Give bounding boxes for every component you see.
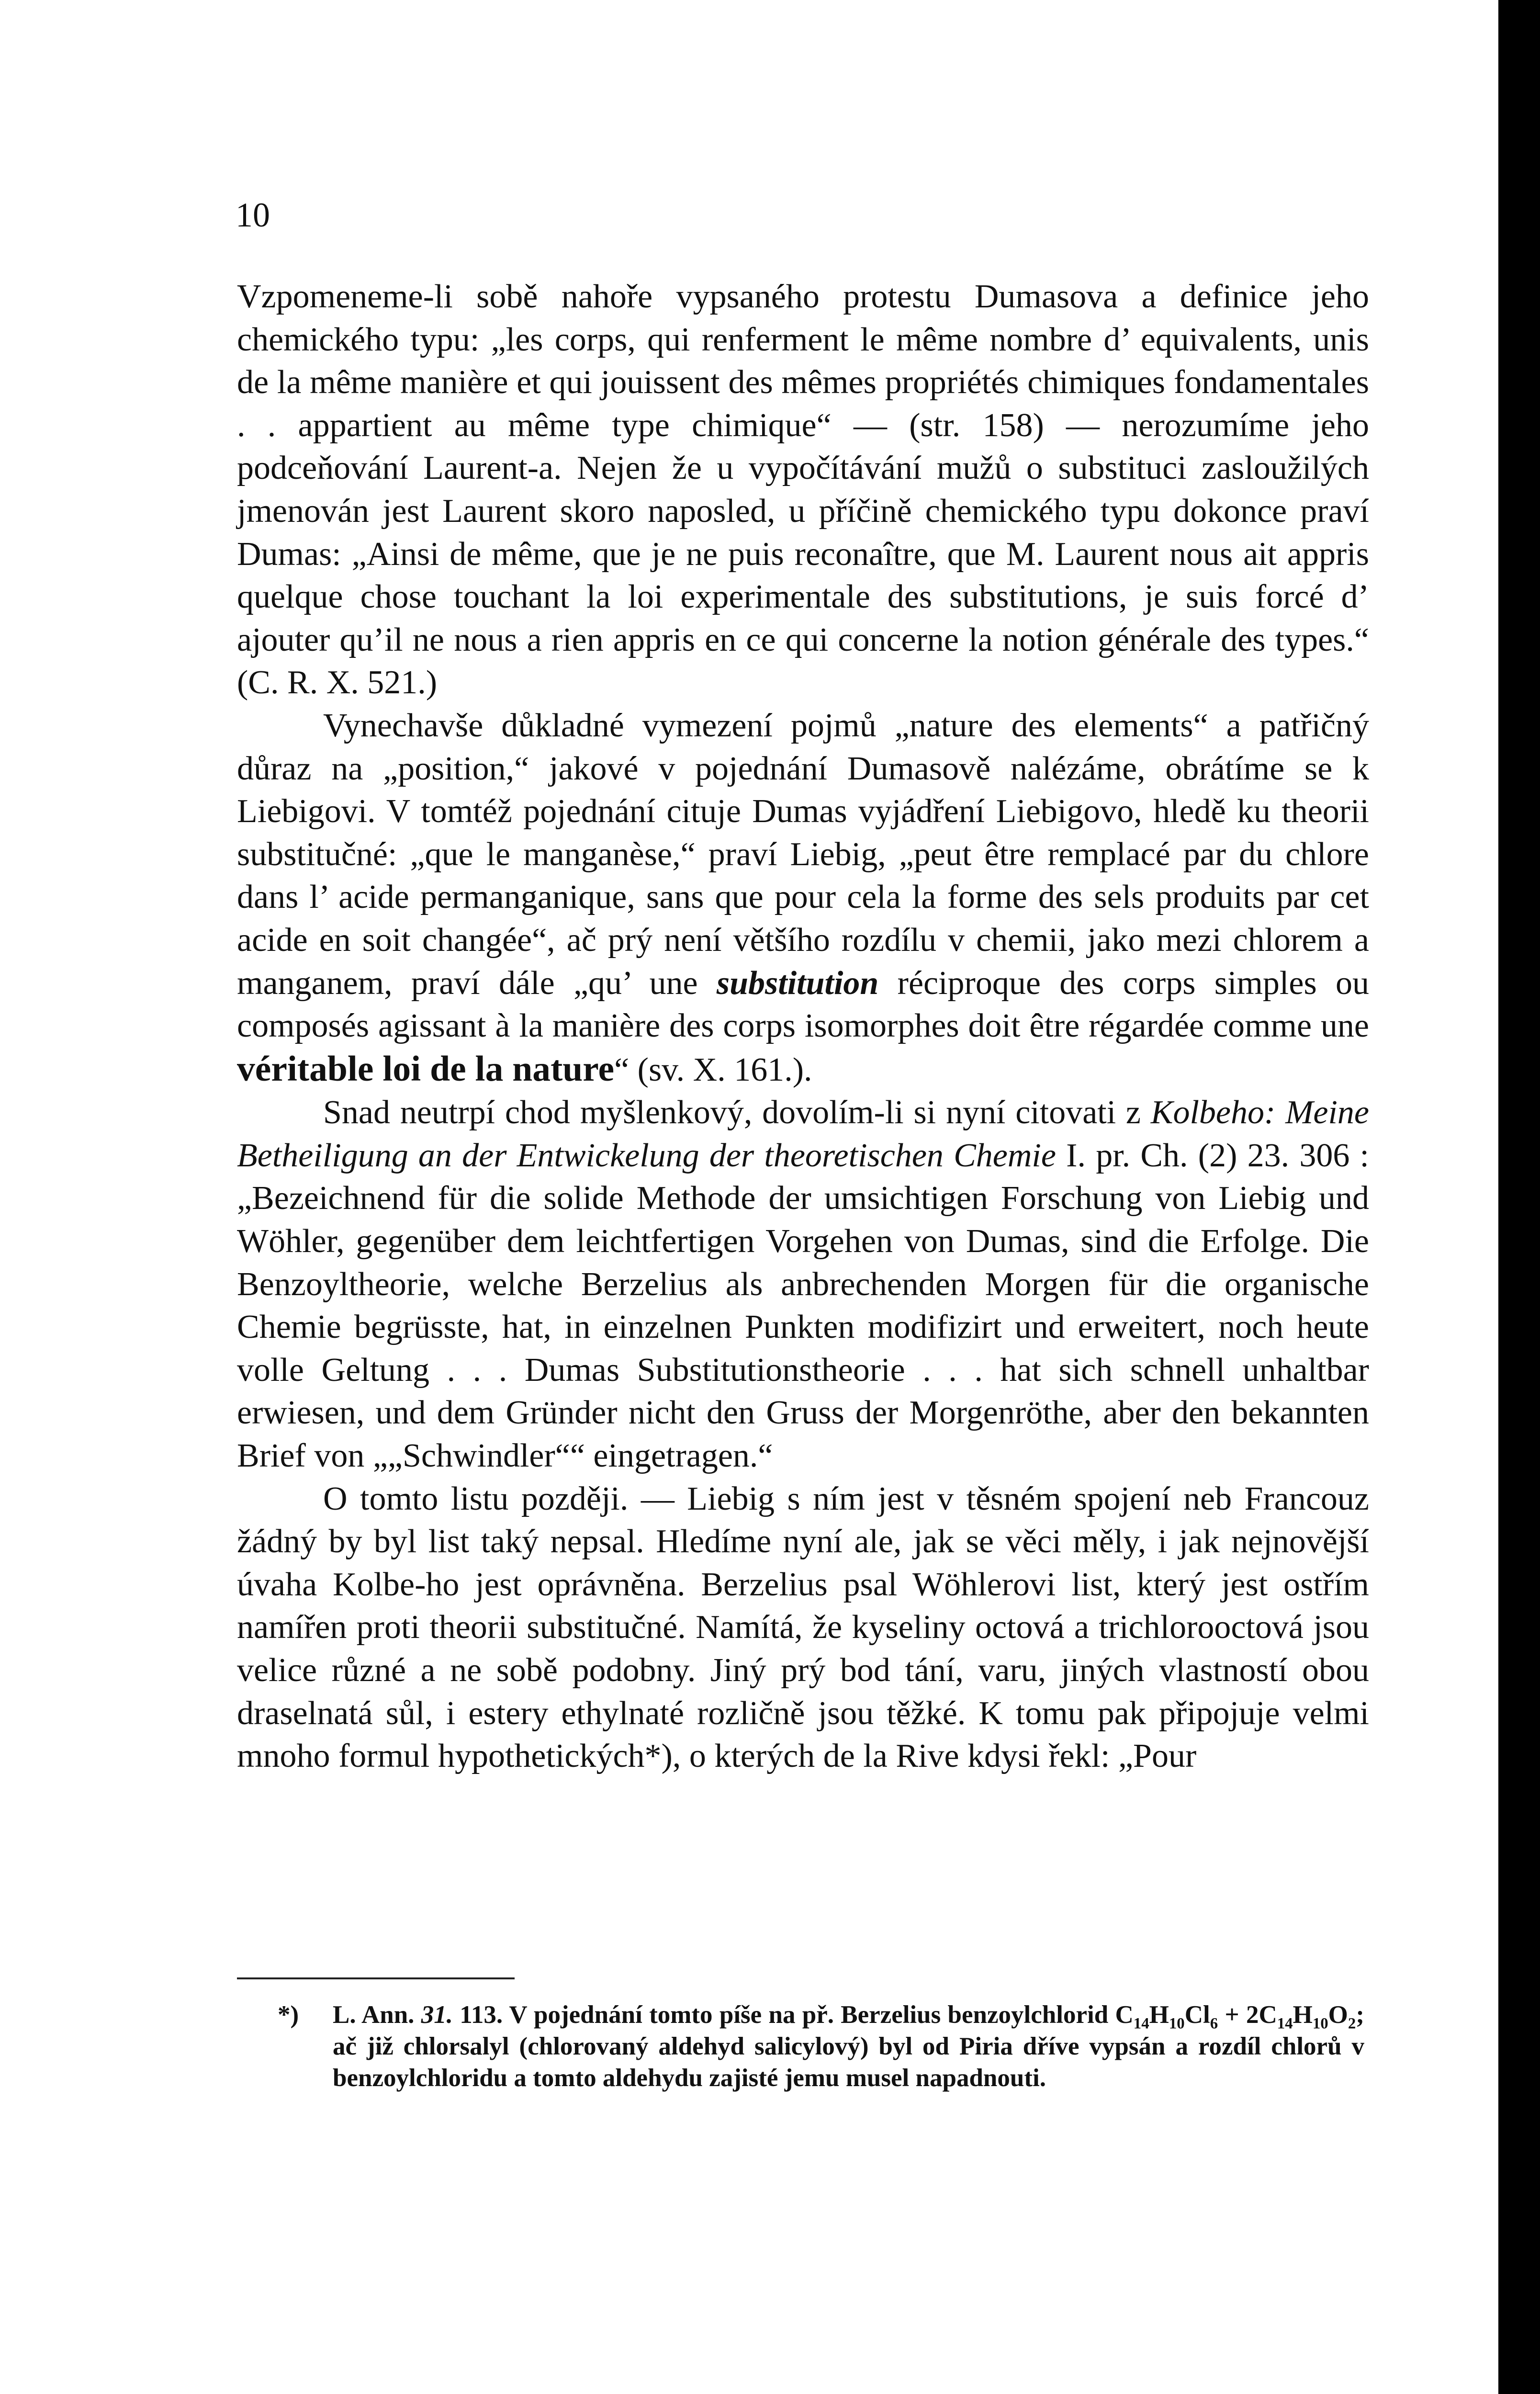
page-number: 10	[236, 196, 270, 234]
emphasis-substitution: substitution	[716, 964, 879, 1002]
paragraph-2-text-a: Vynechavše důkladné vymezení pojmů „nature des elements“ a patřičný důraz na „position,“ jakové v pojednání Dumasově nalézáme, obrátíme se k Liebigovi. V tomtéž pojednání cituje Dumas vyjádření Liebigovo, hledě ku theorii substitučné: „que le manganèse,“ praví Liebig, „peut être remplacé par du chlore dans l’ acide permanganique, sans que pour cela la forme des sels produits par cet acide en soit changée“, ač prý není většího rozdílu v chemii, jako mezi chlorem a manganem, praví dále „qu’ une	[237, 707, 1369, 1002]
footnote-marker: *)	[278, 2001, 299, 2029]
paragraph-4-text: O tomto listu později. — Liebig s ním jest v těsném spojení neb Francouz žádný by byl list taký nepsal. Hledíme nyní ale, jak se věci měly, i jak nejnovější úvaha Kolbe-ho jest oprávněna. Berzelius psal Wöhlerovi list, který jest ostřím namířen proti theorii substitučné. Namítá, že kyseliny octová a trichlorooctová jsou velice různé a ne sobě podobny. Jiný prý bod tání, varu, jiných vlastností obou draselnatá sůl, i estery ethylnaté rozličně jsou těžké. K tomu pak připojuje velmi mnoho formul hypothetických*), o kterých de la Rive kdysi řekl: „Pour	[237, 1480, 1369, 1775]
citation-kolbe: Kolbeho: Meine Betheiligung an der Entwickelung der theoretischen Chemie	[237, 1094, 1369, 1174]
footnote-text-a: L. Ann.	[333, 2001, 421, 2029]
formula-part: + 2C	[1218, 2001, 1277, 2029]
paragraph-3-text-a: Snad neutrpí chod myšlenkový, dovolím-li si nyní citovati z	[323, 1094, 1151, 1131]
footnote-text-c: ; ač již chlorsalyl (chlorovaný aldehyd salicylový) byl od Piria dříve vypsán a rozdíl chlorů v benzoylchloridu a tomto aldehydu zajisté jemu musel napadnouti.	[333, 2001, 1364, 2092]
formula-sub: 14	[1133, 2015, 1149, 2033]
formula-part: Cl	[1184, 2001, 1210, 2029]
formula-part: O	[1328, 2001, 1348, 2029]
formula-sub: 10	[1312, 2015, 1328, 2033]
body-text	[237, 275, 1369, 1778]
formula-part: H	[1149, 2001, 1169, 2029]
paragraph-4	[237, 1478, 1369, 1778]
footnote	[278, 1999, 1364, 2094]
footnote-body	[278, 1999, 1364, 2094]
footnote-divider	[237, 1977, 515, 1979]
paragraph-1-text: Vzpomeneme-li sobě nahoře vypsaného protestu Dumasova a definice jeho chemického typu: „les corps, qui renferment le même nombre d’ equivalents, unis de la même manière et qui jouissent des mêmes propriétés chimiques fondamentales . . appartient au même type chimique“ — (str. 158) — nerozumíme jeho podceňování Laurent-a. Nejen že u vypočítávání mužů o substituci zasloužilých jmenován jest Laurent skoro naposled, u příčině chemického typu dokonce praví Dumas: „Ainsi de même, que je ne puis reconaître, que M. Laurent nous ait appris quelque chose touchant la loi experimentale des substitutions, je suis forcé d’ ajouter qu’il ne nous a rien appris en ce qui concerne la notion générale des types.“ (C. R. X. 521.)	[237, 278, 1369, 701]
formula-sub: 2	[1348, 2015, 1356, 2033]
formula-sub: 14	[1277, 2015, 1293, 2033]
paragraph-2-text-b: réciproque des corps simples ou composés agissant à la manière des corps isomorphes doit être régardée comme une	[237, 964, 1369, 1045]
formula-sub: 6	[1210, 2015, 1218, 2033]
scan-border	[1498, 0, 1540, 2394]
paragraph-1	[237, 275, 1369, 704]
paragraph-2-text-c: “ (sv. X. 161.).	[614, 1051, 812, 1088]
paragraph-2	[237, 704, 1369, 1091]
paragraph-3	[237, 1091, 1369, 1477]
formula-part: H	[1293, 2001, 1313, 2029]
formula-sub: 10	[1169, 2015, 1185, 2033]
footnote-volume: 31.	[421, 2001, 453, 2029]
emphasis-veritable-loi: véritable loi de la nature	[237, 1049, 615, 1089]
footnote-text-b: 113. V pojednání tomto píše na př. Berzelius benzoylchlorid C	[452, 2001, 1134, 2029]
paragraph-3-text-b: I. pr. Ch. (2) 23. 306 : „Bezeichnend für die solide Methode der umsichtigen Forschung von Liebig und Wöhler, gegenüber dem leichtfertigen Vorgehen von Dumas, sind die Erfolge. Die Benzoyltheorie, welche Berzelius als anbrechenden Morgen für die organische Chemie begrüsste, hat, in einzelnen Punkten modifizirt und erweitert, noch heute volle Geltung . . . Dumas Substitutionstheorie . . . hat sich schnell unhaltbar erwiesen, und dem Gründer nicht den Gruss der Morgenröthe, aber den bekannten Brief von „„Schwindler““ eingetragen.“	[237, 1137, 1369, 1475]
